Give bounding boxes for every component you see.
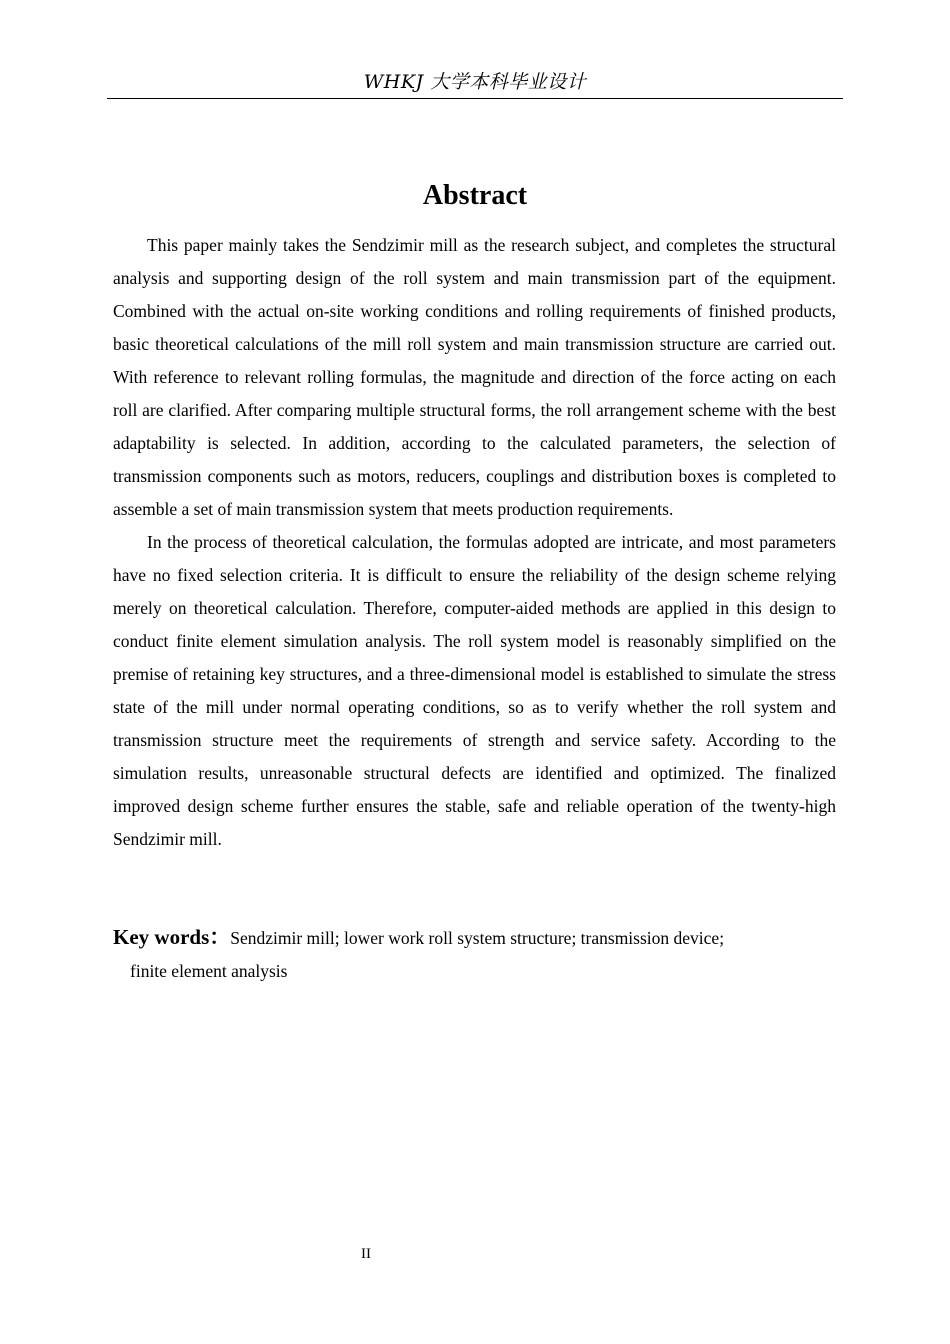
keywords-line-2: finite element analysis	[130, 961, 288, 981]
page-number: II	[361, 1246, 371, 1262]
abstract-paragraph-1: This paper mainly takes the Sendzimir mill as the research subject, and completes the structural analysis and supporting design of the roll system and main transmission part of the equipment. Combined with the actual on-site working conditions and rolling requirements of finished products, basic theoretical calculations of the mill roll system and main transmission structure are carried out. With reference to relevant rolling formulas, the magnitude and direction of the force acting on each roll are clarified. After comparing multiple structural forms, the roll arrangement scheme with the best adaptability is selected. In addition, according to the calculated parameters, the selection of transmission components such as motors, reducers, couplings and distribution boxes is completed to assemble a set of main transmission system that meets production requirements.	[113, 235, 836, 519]
keywords-section	[113, 921, 836, 988]
abstract-paragraph-2: In the process of theoretical calculation, the formulas adopted are intricate, and most parameters have no fixed selection criteria. It is difficult to ensure the reliability of the design scheme relying merely on theoretical calculation. Therefore, computer-aided methods are applied in this design to conduct finite element simulation analysis. The roll system model is reasonably simplified on the premise of retaining key structures, and a three-dimensional model is established to simulate the stress state of the mill under normal operating conditions, so as to verify whether the roll system and transmission structure meet the requirements of strength and service safety. According to the simulation results, unreasonable structural defects are identified and optimized. The finalized improved design scheme further ensures the stable, safe and reliable operation of the twenty-high Sendzimir mill.	[113, 532, 836, 849]
keywords-line-1	[113, 921, 836, 955]
page-header	[107, 68, 843, 99]
abstract-title: Abstract	[422, 180, 528, 211]
abstract-body	[113, 229, 836, 856]
keywords-list: Sendzimir mill; lower work roll system structure; transmission device;	[230, 928, 725, 948]
keywords-label: Key words：	[113, 925, 231, 949]
header-title: WHKJ 大学本科毕业设计	[363, 71, 587, 93]
